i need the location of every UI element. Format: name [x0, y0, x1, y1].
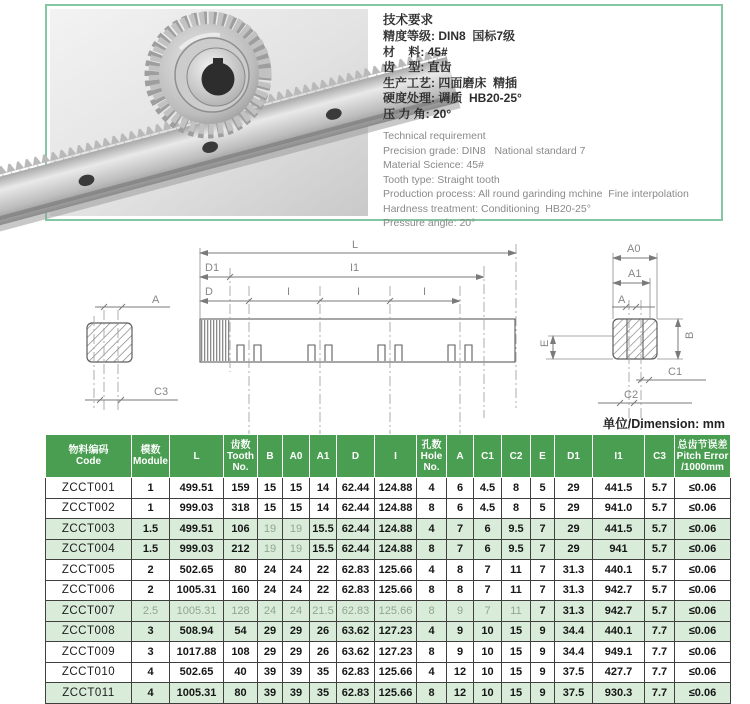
value-cell: 31.3	[555, 560, 593, 581]
value-cell: 7	[531, 580, 555, 601]
value-cell: 9.5	[502, 519, 531, 540]
value-cell: 40	[224, 662, 258, 683]
tech-line-cn: 硬度处理: 调质 HB20-25°	[383, 91, 522, 105]
value-cell: 8	[447, 560, 474, 581]
value-cell: 8	[502, 478, 531, 499]
value-cell: 108	[224, 642, 258, 663]
dim-label-d: D	[205, 286, 213, 298]
value-cell: 8	[417, 642, 447, 663]
value-cell: 8	[417, 683, 447, 704]
value-cell: 14	[310, 498, 337, 519]
tech-line-en: Hardness treatment: Conditioning HB20-25°	[383, 202, 591, 215]
value-cell: 62.44	[337, 519, 375, 540]
value-cell: 9	[531, 642, 555, 663]
value-cell: ≤0.06	[675, 601, 731, 622]
value-cell: ≤0.06	[675, 539, 731, 560]
value-cell: 999.03	[170, 539, 224, 560]
column-header: I1	[593, 435, 645, 478]
value-cell: ≤0.06	[675, 580, 731, 601]
dim-label-a-right: A	[618, 294, 626, 306]
value-cell: 5.7	[645, 580, 675, 601]
value-cell: ≤0.06	[675, 498, 731, 519]
value-cell: 4	[417, 560, 447, 581]
column-header: 齿数 Tooth No.	[224, 435, 258, 478]
column-header: L	[170, 435, 224, 478]
value-cell: 62.44	[337, 498, 375, 519]
value-cell: 427.7	[593, 662, 645, 683]
table-row	[46, 539, 731, 560]
value-cell: 8	[417, 498, 447, 519]
value-cell: 24	[258, 601, 283, 622]
tech-line-cn: 生产工艺: 四面磨床 精插	[383, 75, 517, 90]
value-cell: 7.7	[645, 642, 675, 663]
value-cell: 31.3	[555, 580, 593, 601]
value-cell: 2.5	[132, 601, 170, 622]
value-cell: 5.7	[645, 519, 675, 540]
value-cell: ≤0.06	[675, 478, 731, 499]
value-cell: ≤0.06	[675, 560, 731, 581]
value-cell: 942.7	[593, 601, 645, 622]
value-cell: 21.5	[310, 601, 337, 622]
value-cell: 8	[417, 580, 447, 601]
table-row	[46, 683, 731, 704]
value-cell: 124.88	[375, 478, 417, 499]
value-cell: 212	[224, 539, 258, 560]
table-row	[46, 498, 731, 519]
tech-line-cn: 材 料: 45#	[383, 44, 448, 59]
value-cell: 9	[531, 621, 555, 642]
value-cell: 24	[283, 601, 310, 622]
value-cell: 1	[132, 498, 170, 519]
value-cell: 22	[310, 580, 337, 601]
value-cell: 2	[132, 580, 170, 601]
value-cell: 124.88	[375, 539, 417, 560]
value-cell: 502.65	[170, 560, 224, 581]
value-cell: 1005.31	[170, 580, 224, 601]
value-cell: 5	[531, 498, 555, 519]
table-row	[46, 642, 731, 663]
top-section-frame	[45, 4, 723, 229]
dim-label-i: I	[357, 286, 361, 298]
value-cell: 1.5	[132, 539, 170, 560]
value-cell: 37.5	[555, 683, 593, 704]
value-cell: ≤0.06	[675, 621, 731, 642]
value-cell: 3	[132, 642, 170, 663]
technical-drawing	[45, 232, 750, 432]
value-cell: 62.83	[337, 601, 375, 622]
value-cell: 4	[417, 478, 447, 499]
value-cell: 4	[132, 662, 170, 683]
value-cell: 15	[502, 621, 531, 642]
value-cell: 39	[283, 662, 310, 683]
value-cell: 35	[310, 683, 337, 704]
value-cell: 11	[502, 601, 531, 622]
value-cell: 125.66	[375, 662, 417, 683]
value-cell: 1005.31	[170, 601, 224, 622]
value-cell: 999.03	[170, 498, 224, 519]
code-cell: ZCCT005	[46, 560, 132, 581]
value-cell: 440.1	[593, 560, 645, 581]
value-cell: 318	[224, 498, 258, 519]
tech-title-cn: 技术要求	[383, 13, 434, 27]
dim-label-c3: C3	[154, 386, 169, 398]
value-cell: ≤0.06	[675, 683, 731, 704]
dim-label-i: I	[287, 286, 291, 298]
dim-label-i: I	[423, 286, 427, 298]
value-cell: 1005.31	[170, 683, 224, 704]
value-cell: 440.1	[593, 621, 645, 642]
value-cell: 10	[474, 662, 502, 683]
value-cell: 4.5	[474, 498, 502, 519]
value-cell: 12	[447, 683, 474, 704]
table-body	[46, 478, 731, 704]
column-header: 物料编码 Code	[46, 435, 132, 478]
value-cell: 10	[474, 621, 502, 642]
value-cell: 12	[447, 662, 474, 683]
code-cell: ZCCT003	[46, 519, 132, 540]
value-cell: 9	[447, 601, 474, 622]
value-cell: 106	[224, 519, 258, 540]
value-cell: 29	[283, 621, 310, 642]
value-cell: 125.66	[375, 601, 417, 622]
rack-side-view	[200, 239, 516, 438]
value-cell: 4.5	[474, 478, 502, 499]
value-cell: 37.5	[555, 662, 593, 683]
value-cell: 159	[224, 478, 258, 499]
value-cell: 7	[447, 539, 474, 560]
value-cell: 29	[258, 621, 283, 642]
value-cell: 7	[531, 601, 555, 622]
value-cell: 15.5	[310, 519, 337, 540]
value-cell: 15	[258, 498, 283, 519]
value-cell: 6	[447, 498, 474, 519]
value-cell: 499.51	[170, 478, 224, 499]
value-cell: 19	[283, 539, 310, 560]
value-cell: 2	[132, 560, 170, 581]
column-header: B	[258, 435, 283, 478]
tech-line-en: Precision grade: DIN8 National standard 7	[383, 144, 586, 157]
value-cell: 5	[531, 478, 555, 499]
column-header: D1	[555, 435, 593, 478]
table-row	[46, 478, 731, 499]
tech-line-cn: 齿 型: 直齿	[383, 60, 452, 74]
tech-line-cn: 压 力 角: 20°	[383, 106, 452, 121]
value-cell: 8	[417, 539, 447, 560]
value-cell: 63.62	[337, 642, 375, 663]
value-cell: 9	[447, 621, 474, 642]
table-row	[46, 519, 731, 540]
code-cell: ZCCT007	[46, 601, 132, 622]
value-cell: 35	[310, 662, 337, 683]
value-cell: 22	[310, 560, 337, 581]
value-cell: 10	[474, 642, 502, 663]
value-cell: 62.83	[337, 560, 375, 581]
value-cell: 3	[132, 621, 170, 642]
value-cell: 5.7	[645, 498, 675, 519]
value-cell: 29	[555, 498, 593, 519]
value-cell: 4	[417, 621, 447, 642]
value-cell: 62.83	[337, 662, 375, 683]
value-cell: 39	[258, 683, 283, 704]
value-cell: 7	[531, 519, 555, 540]
value-cell: 7.7	[645, 683, 675, 704]
dim-label-c1: C1	[668, 366, 683, 378]
table-header-row	[46, 435, 731, 478]
value-cell: 15	[283, 498, 310, 519]
value-cell: 9.5	[502, 539, 531, 560]
value-cell: 15	[258, 478, 283, 499]
column-header: C2	[502, 435, 531, 478]
value-cell: 9	[531, 662, 555, 683]
value-cell: 127.23	[375, 642, 417, 663]
value-cell: 125.66	[375, 580, 417, 601]
value-cell: 8	[502, 498, 531, 519]
value-cell: 24	[283, 580, 310, 601]
value-cell: 15.5	[310, 539, 337, 560]
value-cell: 29	[555, 519, 593, 540]
value-cell: 1017.88	[170, 642, 224, 663]
tech-line-en: Material Science: 45#	[383, 159, 484, 171]
value-cell: 6	[474, 539, 502, 560]
value-cell: 15	[502, 683, 531, 704]
value-cell: 7.7	[645, 621, 675, 642]
column-header: A1	[310, 435, 337, 478]
column-header: I	[375, 435, 417, 478]
value-cell: 39	[283, 683, 310, 704]
tech-line-en: Tooth type: Straight tooth	[383, 173, 500, 186]
value-cell: 19	[258, 539, 283, 560]
dim-label-c2: C2	[624, 389, 639, 401]
dim-label-d1: D1	[205, 262, 220, 274]
value-cell: 508.94	[170, 621, 224, 642]
value-cell: 5.7	[645, 539, 675, 560]
value-cell: 62.83	[337, 580, 375, 601]
value-cell: 31.3	[555, 601, 593, 622]
tech-line-en: Pressure angle: 20°	[383, 217, 476, 229]
column-header: C1	[474, 435, 502, 478]
value-cell: 7	[447, 519, 474, 540]
value-cell: 124.88	[375, 519, 417, 540]
value-cell: 24	[258, 580, 283, 601]
value-cell: 5.7	[645, 478, 675, 499]
spec-table	[45, 434, 731, 704]
value-cell: 5.7	[645, 560, 675, 581]
dim-label-e: E	[539, 339, 551, 347]
value-cell: 34.4	[555, 642, 593, 663]
code-cell: ZCCT001	[46, 478, 132, 499]
value-cell: 941	[593, 539, 645, 560]
value-cell: ≤0.06	[675, 519, 731, 540]
table-row	[46, 560, 731, 581]
value-cell: 62.44	[337, 478, 375, 499]
value-cell: 7.7	[645, 662, 675, 683]
tech-line-cn: 精度等级: DIN8 国标7级	[383, 29, 516, 43]
code-cell: ZCCT009	[46, 642, 132, 663]
value-cell: 26	[310, 642, 337, 663]
value-cell: 80	[224, 683, 258, 704]
value-cell: 1	[132, 478, 170, 499]
value-cell: 949.1	[593, 642, 645, 663]
table-row	[46, 601, 731, 622]
column-header: E	[531, 435, 555, 478]
value-cell: ≤0.06	[675, 662, 731, 683]
value-cell: 11	[502, 580, 531, 601]
value-cell: 8	[447, 580, 474, 601]
value-cell: 6	[474, 519, 502, 540]
value-cell: 5.7	[645, 601, 675, 622]
value-cell: 6	[447, 478, 474, 499]
code-cell: ZCCT010	[46, 662, 132, 683]
code-cell: ZCCT011	[46, 683, 132, 704]
table-row	[46, 662, 731, 683]
value-cell: 26	[310, 621, 337, 642]
value-cell: 930.3	[593, 683, 645, 704]
value-cell: 9	[531, 683, 555, 704]
value-cell: 4	[132, 683, 170, 704]
value-cell: 124.88	[375, 498, 417, 519]
value-cell: 941.0	[593, 498, 645, 519]
code-cell: ZCCT006	[46, 580, 132, 601]
column-header: C3	[645, 435, 675, 478]
column-header: 模数 Module	[132, 435, 170, 478]
tech-line-en: Technical requirement	[383, 130, 486, 142]
value-cell: 19	[258, 519, 283, 540]
code-cell: ZCCT008	[46, 621, 132, 642]
value-cell: 14	[310, 478, 337, 499]
value-cell: 4	[417, 662, 447, 683]
value-cell: 1.5	[132, 519, 170, 540]
value-cell: 7	[474, 601, 502, 622]
value-cell: 11	[502, 560, 531, 581]
value-cell: 441.5	[593, 519, 645, 540]
dim-label-a-left: A	[152, 294, 160, 306]
dim-label-b: B	[684, 331, 696, 339]
dim-label-i1: I1	[350, 262, 360, 274]
value-cell: 127.23	[375, 621, 417, 642]
column-header: A	[447, 435, 474, 478]
value-cell: 125.66	[375, 560, 417, 581]
product-photo	[50, 9, 368, 216]
value-cell: 15	[283, 478, 310, 499]
column-header: 孔数 Hole No.	[417, 435, 447, 478]
value-cell: 942.7	[593, 580, 645, 601]
value-cell: 29	[283, 642, 310, 663]
technical-requirements	[383, 12, 721, 231]
value-cell: 7	[474, 580, 502, 601]
unit-dimension-label: 单位/Dimension: mm	[602, 417, 725, 431]
value-cell: 62.44	[337, 539, 375, 560]
dim-label-a0: A0	[627, 243, 641, 255]
code-cell: ZCCT002	[46, 498, 132, 519]
value-cell: 24	[283, 560, 310, 581]
value-cell: 63.62	[337, 621, 375, 642]
value-cell: 10	[474, 683, 502, 704]
gear-rack-photo-illustration	[50, 9, 368, 216]
value-cell: 19	[283, 519, 310, 540]
table-row	[46, 580, 731, 601]
dim-label-l: L	[352, 239, 359, 251]
value-cell: 54	[224, 621, 258, 642]
value-cell: 125.66	[375, 683, 417, 704]
value-cell: 7	[531, 539, 555, 560]
value-cell: 24	[258, 560, 283, 581]
value-cell: 39	[258, 662, 283, 683]
value-cell: 62.83	[337, 683, 375, 704]
value-cell: 502.65	[170, 662, 224, 683]
left-end-view	[85, 294, 178, 412]
tech-block-en	[383, 129, 721, 231]
column-header: D	[337, 435, 375, 478]
value-cell: 441.5	[593, 478, 645, 499]
dim-label-a1: A1	[628, 268, 642, 280]
value-cell: 34.4	[555, 621, 593, 642]
value-cell: ≤0.06	[675, 642, 731, 663]
value-cell: 4	[417, 519, 447, 540]
value-cell: 15	[502, 642, 531, 663]
table-row	[46, 621, 731, 642]
value-cell: 160	[224, 580, 258, 601]
column-header: A0	[283, 435, 310, 478]
value-cell: 499.51	[170, 519, 224, 540]
right-end-view	[539, 243, 706, 430]
value-cell: 29	[258, 642, 283, 663]
value-cell: 128	[224, 601, 258, 622]
value-cell: 7	[531, 560, 555, 581]
tech-line-en: Production process: All round garinding mchine Fine interpolation	[383, 188, 689, 200]
value-cell: 29	[555, 478, 593, 499]
value-cell: 9	[447, 642, 474, 663]
code-cell: ZCCT004	[46, 539, 132, 560]
value-cell: 29	[555, 539, 593, 560]
value-cell: 80	[224, 560, 258, 581]
value-cell: 7	[474, 560, 502, 581]
column-header: 总齿节误差 Pitch Error /1000mm	[675, 435, 731, 478]
value-cell: 15	[502, 662, 531, 683]
value-cell: 8	[417, 601, 447, 622]
